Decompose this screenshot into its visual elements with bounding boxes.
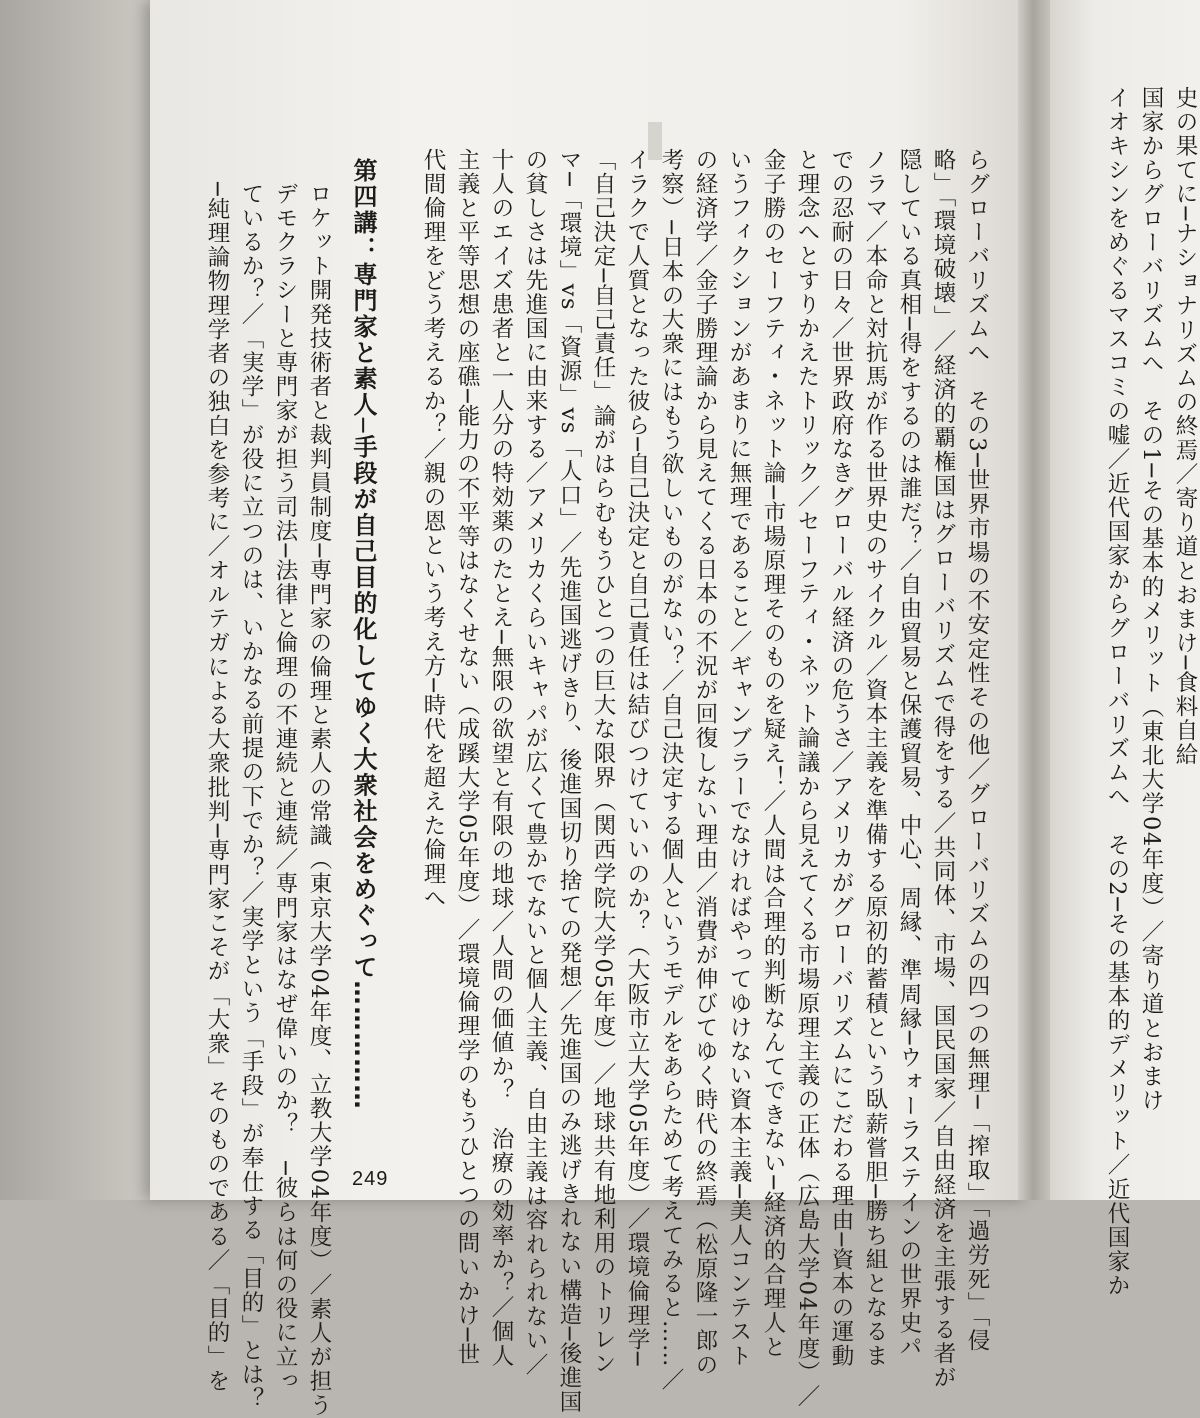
text-column: ロケット開発技術者と裁判員制度─専門家の倫理と素人の常識（東京大学04年度、立教大学04年度）／素人が担う	[306, 182, 332, 1418]
text-column: ノラマ／本命と対抗馬が作る世界史のサイクル／資本主義を準備する原初的蓄積という臥薪嘗胆─勝ち組となるま	[862, 148, 888, 1369]
text-column: いうフィクションがあまりに無理であること／ギャンブラーでなければやってゆけない資本主義─美人コンテスト	[726, 148, 752, 1369]
text-column: ているか？／「実学」が役に立つのは、いかなる前提の下でか？／実学という「手段」が奉仕する「目的」とは？	[238, 182, 264, 1412]
right-text-column: 国家からグローバリズムへ その1─その基本的メリット（東北大学04年度）／寄り道とおまけ	[1138, 86, 1164, 1113]
right-text-column: イオキシンをめぐるマスコミの嘘／近代国家からグローバリズムへ その2─その基本的デメリット／近代国家か	[1104, 86, 1130, 1298]
text-column: マ─「環境」vs「資源」vs「人口」／先進国逃げきり、後進国切り捨ての発想／先進国のみ逃げきれない構造─後進国	[556, 148, 582, 1415]
text-column: 隠している真相─得をするのは誰だ？／自由貿易と保護貿易、中心、周縁、準周縁─ウォーラステインの世界史パ	[896, 148, 922, 1360]
text-column: デモクラシーと専門家が担う司法─法律と倫理の不連続と連続／専門家はなぜ偉いのか？ ─彼らは何の役に立っ	[272, 182, 298, 1394]
text-column: の経済学／金子勝理論から見えてくる日本の不況が回復しない理由／消費が伸びてゆく時代の終焉（松原隆一郎の	[692, 148, 718, 1378]
text-column: 「自己決定─自己責任」論がはらむもうひとつの巨大な限界（関西学院大学05年度）／地球共有地利用のトリレン	[590, 148, 616, 1376]
text-column: ─純理論物理学者の独白を参考に／オルテガによる大衆批判─専門家こそが「大衆」そのものである／「目的」を	[204, 182, 230, 1394]
page-number: 249	[352, 1168, 389, 1190]
text-column: の貧しさは先進国に由来する／アメリカくらいキャパが広くて豊かでないと個人主義、自由主義は容れられない／	[522, 148, 548, 1378]
text-column: 考察）─日本の大衆にはもう欲しいものがない？／自己決定する個人というモデルをあらためて考えてみると……／	[658, 148, 684, 1393]
text-column: らグローバリズムへ その3─世界市場の不安定性その他／グローバリズムの四つの無理─「搾取」「過労死」「侵	[964, 148, 990, 1353]
text-column: 主義と平等思想の座礁─能力の不平等はなくせない（成蹊大学05年度）／環境倫理学のもうひとつの問いかけ─世	[454, 148, 480, 1367]
text-column: 十人のエイズ患者と一人分の特効薬のたとえ─無限の欲望と有限の地球／人間の価値か？ 治療の効率か？／個人	[488, 148, 514, 1369]
right-text-column: 史の果てに─ナショナリズムの終焉／寄り道とおまけ─食料自給	[1172, 86, 1198, 767]
text-column: での忍耐の日々／世界政府なきグローバル経済の危うさ／アメリカがグローバリズムにこだわる理由─資本の運動	[828, 148, 854, 1369]
text-column: と理念へとすりかえたトリック／セーフティ・ネット論議から見えてくる市場原理主義の正体（広島大学04年度）／	[794, 148, 820, 1409]
text-column: 略」「環境破壊」／経済的覇権国はグローバリズムで得をする／共同体、市場、国民国家／自由経済を主張する者が	[930, 148, 956, 1390]
book-gutter	[1018, 0, 1052, 1200]
section-heading: 第四講：専門家と素人─手段が自己目的化してゆく大衆社会をめぐって……………	[349, 158, 377, 1111]
text-column: イラクで人質となった彼ら─自己決定と自己責任は結びつけていいのか？（大阪市立大学05年度）／環境倫理学─	[624, 148, 650, 1367]
text-column: 代間倫理をどう考えるか？／親の恩という考え方─時代を超えた倫理へ	[420, 148, 446, 911]
text-column: 金子勝のセーフティ・ネット論─市場原理そのものを疑え！／人間は合理的判断なんてできない─経済的合理人と	[760, 148, 786, 1360]
